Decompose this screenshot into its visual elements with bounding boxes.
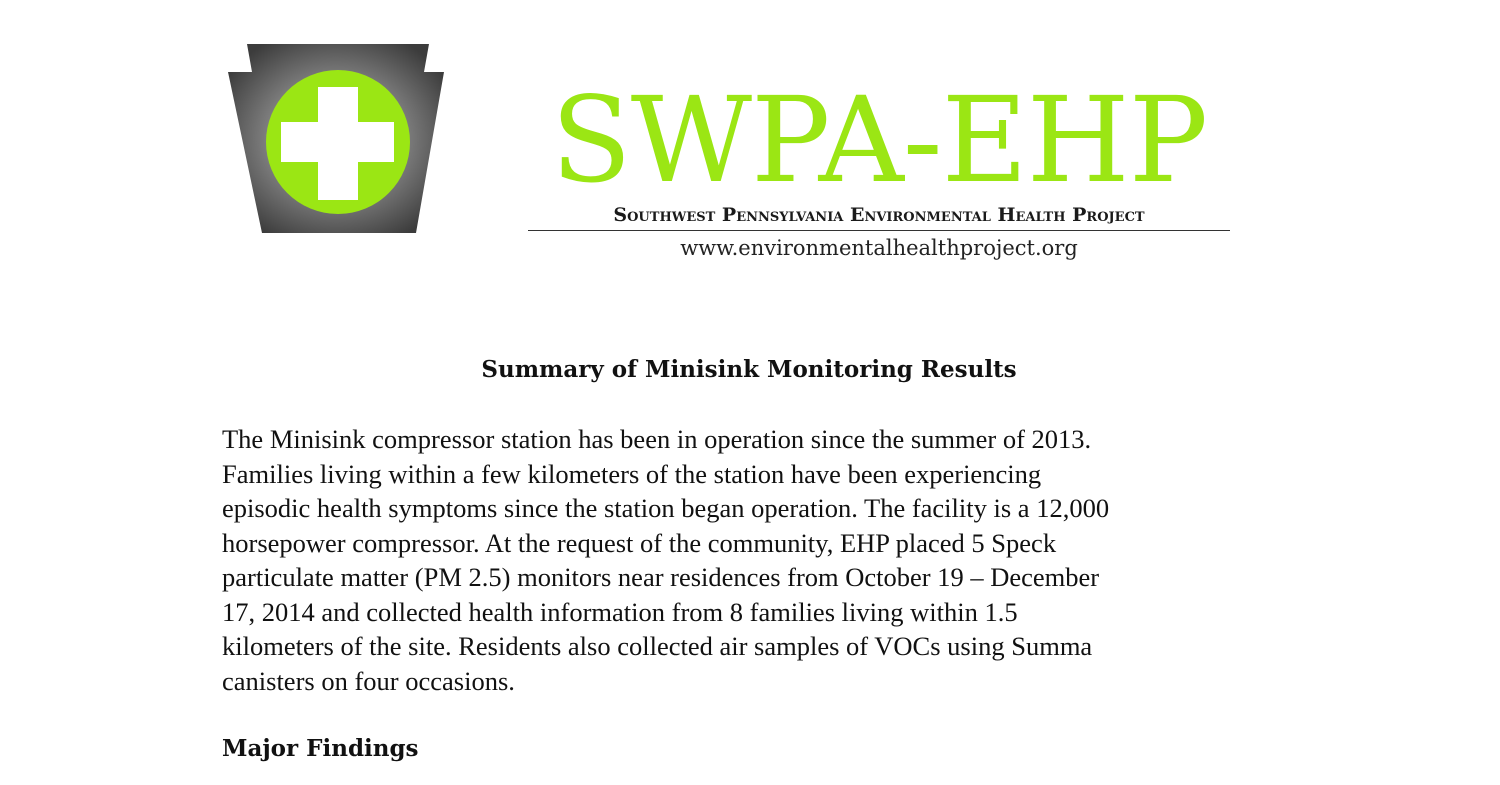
brand-title: SWPA-EHP — [550, 71, 1208, 209]
section-heading-major-findings: Major Findings — [222, 735, 419, 762]
brand-subtitle: Southwest Pennsylvania Environmental Health Project — [528, 202, 1230, 231]
website-url: www.environmentalhealthproject.org — [680, 236, 1078, 260]
paragraph-line: The Minisink compressor station has been in operation since the summer of 2013. — [222, 424, 1092, 454]
brand-block — [528, 71, 1230, 265]
paragraph-line: Families living within a few kilometers of the station have been experiencing — [222, 458, 1042, 489]
summary-paragraph — [222, 422, 1282, 698]
document-title: Summary of Minisink Monitoring Results — [481, 356, 1017, 383]
paragraph-line: episodic health symptoms since the station began operation. The facility is a 12,000 — [222, 493, 1110, 523]
keystone-logo-icon — [228, 44, 446, 234]
paragraph-line: 17, 2014 and collected health information from 8 families living within 1.5 — [222, 596, 1018, 627]
paragraph-line: kilometers of the site. Residents also collected air samples of VOCs using Summa — [222, 631, 1093, 661]
paragraph-line: particulate matter (PM 2.5) monitors near residences from October 19 – December — [222, 562, 1100, 592]
paragraph-line: horsepower compressor. At the request of the community, EHP placed 5 Speck — [222, 527, 1057, 558]
paragraph-line: canisters on four occasions. — [222, 665, 515, 696]
